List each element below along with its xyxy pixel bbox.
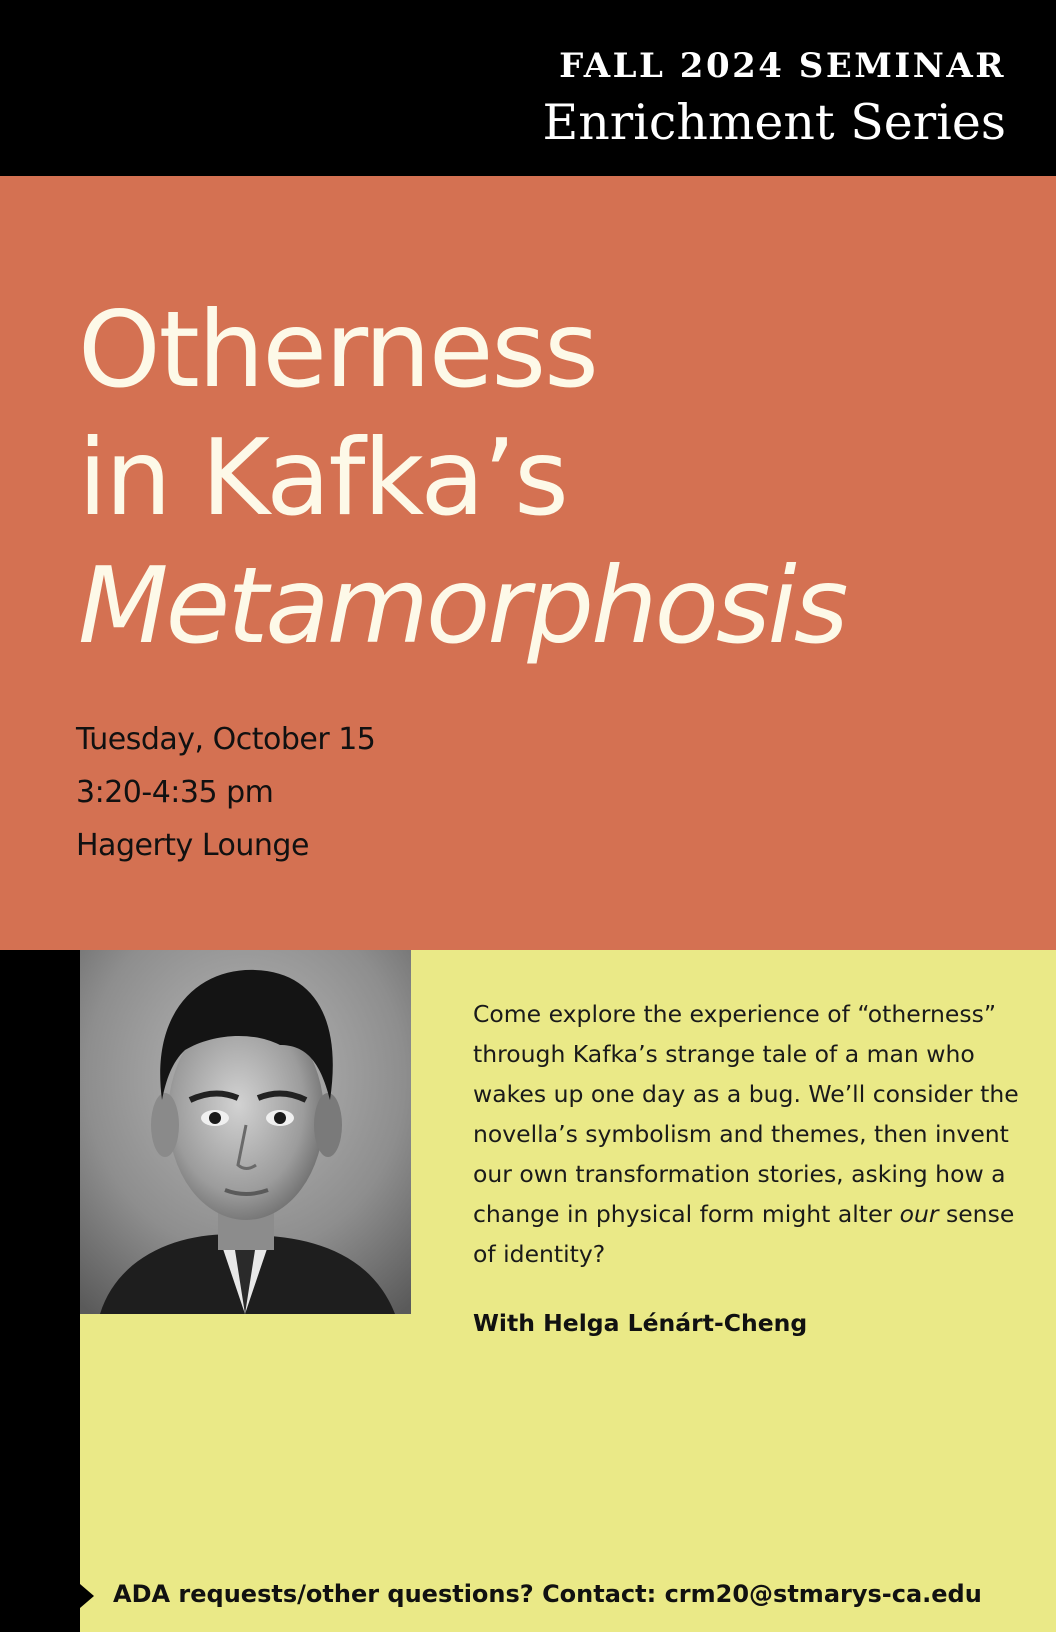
left-accent-strip	[0, 950, 80, 1632]
description-emphasis: our	[899, 1200, 939, 1228]
contact-line: ADA requests/other questions? Contact: crm20@stmarys-ca.edu	[113, 1580, 982, 1608]
title-line-1: Otherness	[78, 289, 597, 411]
event-location: Hagerty Lounge	[76, 828, 309, 863]
hero-panel	[0, 176, 1056, 950]
title-line-2: in Kafka’s	[78, 417, 567, 539]
series-name: Enrichment Series	[542, 94, 1006, 151]
event-time: 3:20-4:35 pm	[76, 775, 274, 810]
series-kicker: FALL 2024 SEMINAR	[559, 46, 1006, 86]
description-text-start: Come explore the experience of “otherness” through Kafka’s strange tale of a man who wakes up one day as a bug. We’ll consider the novella’s symbolism and themes, then invent our own transformation stories, asking how a change in physical form might alter	[473, 1000, 1019, 1228]
description-text-end: sense of identity?	[473, 1200, 1015, 1268]
title-line-3: Metamorphosis	[78, 545, 846, 667]
speaker-credit: With Helga Lénárt-Cheng	[473, 1309, 808, 1337]
event-title	[78, 286, 845, 670]
event-details	[76, 713, 375, 872]
header-bar	[0, 0, 1056, 176]
arrow-right-icon	[80, 1584, 94, 1608]
portrait-photo-icon	[80, 950, 411, 1314]
event-date: Tuesday, October 15	[76, 722, 376, 757]
event-description	[473, 994, 1033, 1274]
